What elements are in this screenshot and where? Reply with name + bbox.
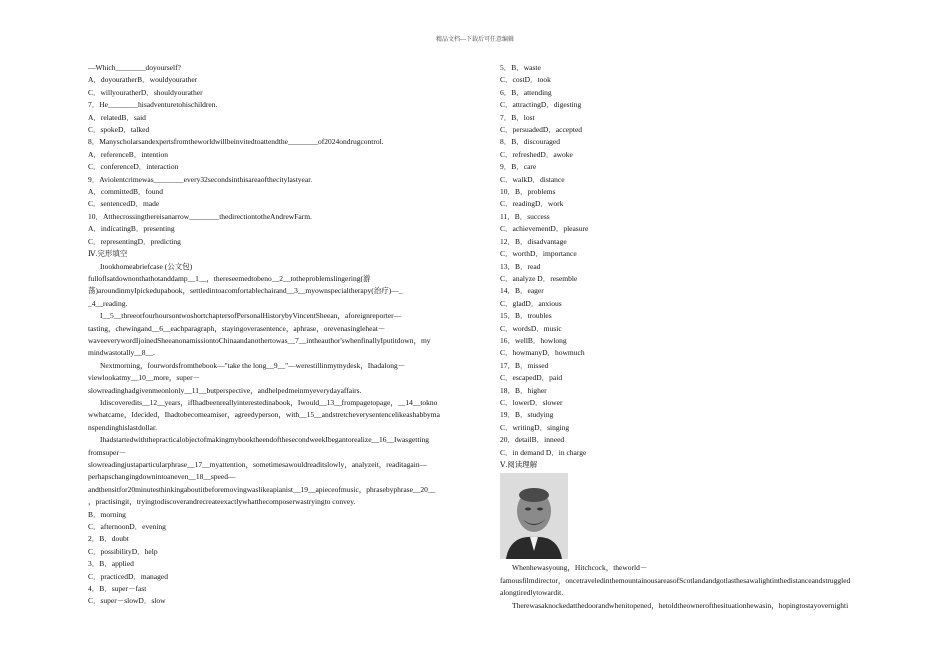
text-line: A．committedB．found — [88, 187, 163, 197]
text-line: 17．B．missed — [500, 360, 549, 370]
answer-options-list — [500, 62, 878, 471]
text-line: C．representingD．predicting — [88, 236, 181, 246]
text-line: 8．B．discouraged — [500, 137, 560, 147]
text-line: 13．B．read — [500, 261, 541, 271]
text-line: 6．B．attending — [500, 87, 552, 97]
text-line: Itookhomeabriefcase (公文包) — [100, 261, 193, 271]
text-line: C．costD．took — [500, 75, 551, 85]
text-line: C．practicedD．managed — [88, 571, 168, 581]
text-line: C．possibilityD．help — [88, 546, 158, 556]
text-line: andthensitfor20minutesthinkingaboutitbeforemovingwaslikeapianist__19__apieceofmusic，phrasebyphrase__20__ — [88, 484, 436, 494]
text-line: C．howmanyD．howmuch — [500, 348, 585, 358]
text-line: 15．B．troubles — [500, 311, 552, 321]
text-line: C．willyouratherD．shouldyourather — [88, 87, 203, 97]
text-line: C．lowerD．slower — [500, 397, 563, 407]
text-line: C．sentencedD．made — [88, 199, 160, 209]
text-line: 5．B．waste — [500, 63, 541, 72]
text-line: viewlookatmy__10__more，super－ — [88, 373, 201, 383]
text-line: C．walkD．distance — [500, 174, 565, 184]
text-line: C．readingD．work — [500, 199, 564, 209]
text-line: Idiscoveredits__12__years，ifIhadbeenreallyinterestedinabook，Iwould__13__frompagetopage，__14__tokno — [100, 397, 438, 407]
text-line: 2．B．doubt — [88, 534, 129, 544]
text-line: 8．Manyscholarsandexpertsfromtheworldwillbeinvitedtoattendthe________of2024ondrugcontrol. — [88, 137, 384, 147]
text-line: 12．B．disadvantage — [500, 236, 567, 246]
text-line: slowreadingjustaparticularphrase__17__myattention，sometimesawouldreaditslowly，analyzeit，readitagain— — [88, 460, 428, 469]
text-line: A．indicatingB．presenting — [88, 224, 175, 234]
text-line: 18．B．higher — [500, 385, 547, 395]
text-line: 19．B．studying — [500, 410, 554, 420]
text-line: C．conferenceD．interaction — [88, 162, 179, 172]
text-line: 10．B．problems — [500, 187, 556, 197]
text-line: I__5__threeorfourhoursontwoshortchaptersofPersonalHistorybyVincentSheean，aforeignreporter— — [100, 311, 402, 321]
text-line: C．analyze D．resemble — [500, 273, 578, 283]
text-line: 荡)aroundinmyIpickedupabook，settledintoacomfortablechairand__3__myownspecialtherapy(治疗)—_ — [88, 286, 403, 296]
page-header: 精品文档---下载后可任意编辑 — [436, 37, 514, 43]
text-line: 10．Atthecrossingthereisanarrow________thedirectiontotheAndrewFarm. — [88, 211, 312, 221]
text-line: 14．B．eager — [500, 286, 544, 296]
text-line: 7．He________hisadventuretohischildren. — [88, 100, 218, 110]
reading-passage — [500, 562, 878, 612]
text-line: _4__reading. — [88, 298, 128, 308]
text-line: ，practisingit，tryingtodiscoverandrecreateexactlywhatthecomposerwastryingto convey. — [88, 497, 356, 507]
text-line: fromsuper－ — [88, 447, 127, 457]
text-line: perhapschangingdownintoaneven__18__speed— — [88, 472, 236, 482]
text-line: Ⅴ.阅读理解 — [500, 460, 538, 469]
text-line: fulloflsatdownonthathotanddamp__1__，thereseemedtobeno__2__totheproblemslingering(游 — [88, 273, 371, 283]
text-line: wwhatcame，Idecided，Ihadtobecomeamiser，agreedyperson，with__15__andstretcheverysentencelikeashabbyma — [88, 410, 440, 420]
text-line: A．relatedB．said — [88, 112, 146, 122]
text-line: C．attractingD．digesting — [500, 100, 582, 110]
text-line: C．achievementD．pleasure — [500, 224, 589, 234]
text-line: 4．B．super－fast — [88, 584, 147, 594]
text-line: C．writingD．singing — [500, 422, 570, 432]
text-line: tasting，chewingand__6__eachparagraph，stayingoverasentence，aphrase，orevenasingleheat－ — [88, 323, 386, 333]
text-line: C．wordsD．music — [500, 323, 562, 333]
text-line: A．doyouratherB．wouldyourather — [88, 75, 198, 85]
text-line: C．persuadedD．accepted — [500, 125, 583, 135]
portrait-photo — [500, 473, 568, 559]
text-line: slowreadinghadgivenmeonlonly__11__butperspective，andhelpedmeinmyeverydayaffairs. — [88, 385, 362, 395]
text-line: C．refreshedD．awoke — [500, 149, 573, 159]
text-line: C．afternoonD．evening — [88, 522, 166, 532]
text-line: 9．B．care — [500, 162, 537, 172]
text-line: C．super－slowD．slow — [88, 596, 166, 606]
text-line: 9．Aviolentcrimewas________every32secondsinthisareaofthecitylastyear. — [88, 174, 313, 184]
text-line: mindwastotally__8__. — [88, 348, 155, 358]
right-column — [500, 62, 878, 612]
text-line: nspendinghislastdollar. — [88, 422, 157, 432]
text-line: A．referenceB．intention — [88, 149, 168, 159]
text-line: C．spokeD．talked — [88, 125, 150, 135]
text-line: IhadstartedwiththepracticalobjectofmakingmybooktheendofthesecondweekIbegantorealize__16__Iwasgetting — [100, 435, 430, 445]
text-line: 3．B．applied — [88, 559, 134, 569]
text-line: 20．detailB．inneed — [500, 435, 565, 445]
text-line: 7．B．lost — [500, 112, 535, 122]
text-line: Therewasaknockedatthedoorandwhenitopened，hetoldtheownerofthesituationhewasin，hopingtostayovernighti — [512, 600, 849, 610]
text-line: Whenhewasyoung，Hitchcock，theworld－ — [512, 563, 648, 573]
text-line: 16．wellB．howlong — [500, 335, 567, 345]
text-line: C．worthD．importance — [500, 249, 577, 259]
text-line: —Which________doyourself? — [88, 63, 181, 72]
text-line: B．morning — [88, 509, 126, 519]
text-line: C．in demand D．in charge — [500, 447, 587, 457]
text-line: Ⅳ.完形填空 — [88, 249, 128, 259]
text-line: Nextmorning，fourwordsfromthebook—"take the long__9__"—werestillinmymydesk，Ihadalong－ — [100, 360, 406, 370]
left-column — [88, 62, 466, 608]
text-line: famousfilmdirector，oncetraveledinthemountainousareasofScotlandandgotlasthesawalightinthedistanceandstruggled — [500, 575, 851, 585]
text-line: C．escapedD．paid — [500, 373, 563, 383]
text-line: 11．B．success — [500, 211, 550, 221]
text-line: alongtiredlytowardit. — [500, 588, 564, 598]
text-line: waveeverywordIjoinedSheeanonamissiontoChinaandanothertowas__7__intheauthor'swhenfinallyIputitdown，my — [88, 335, 431, 345]
text-line: C．gladD．anxious — [500, 298, 562, 308]
